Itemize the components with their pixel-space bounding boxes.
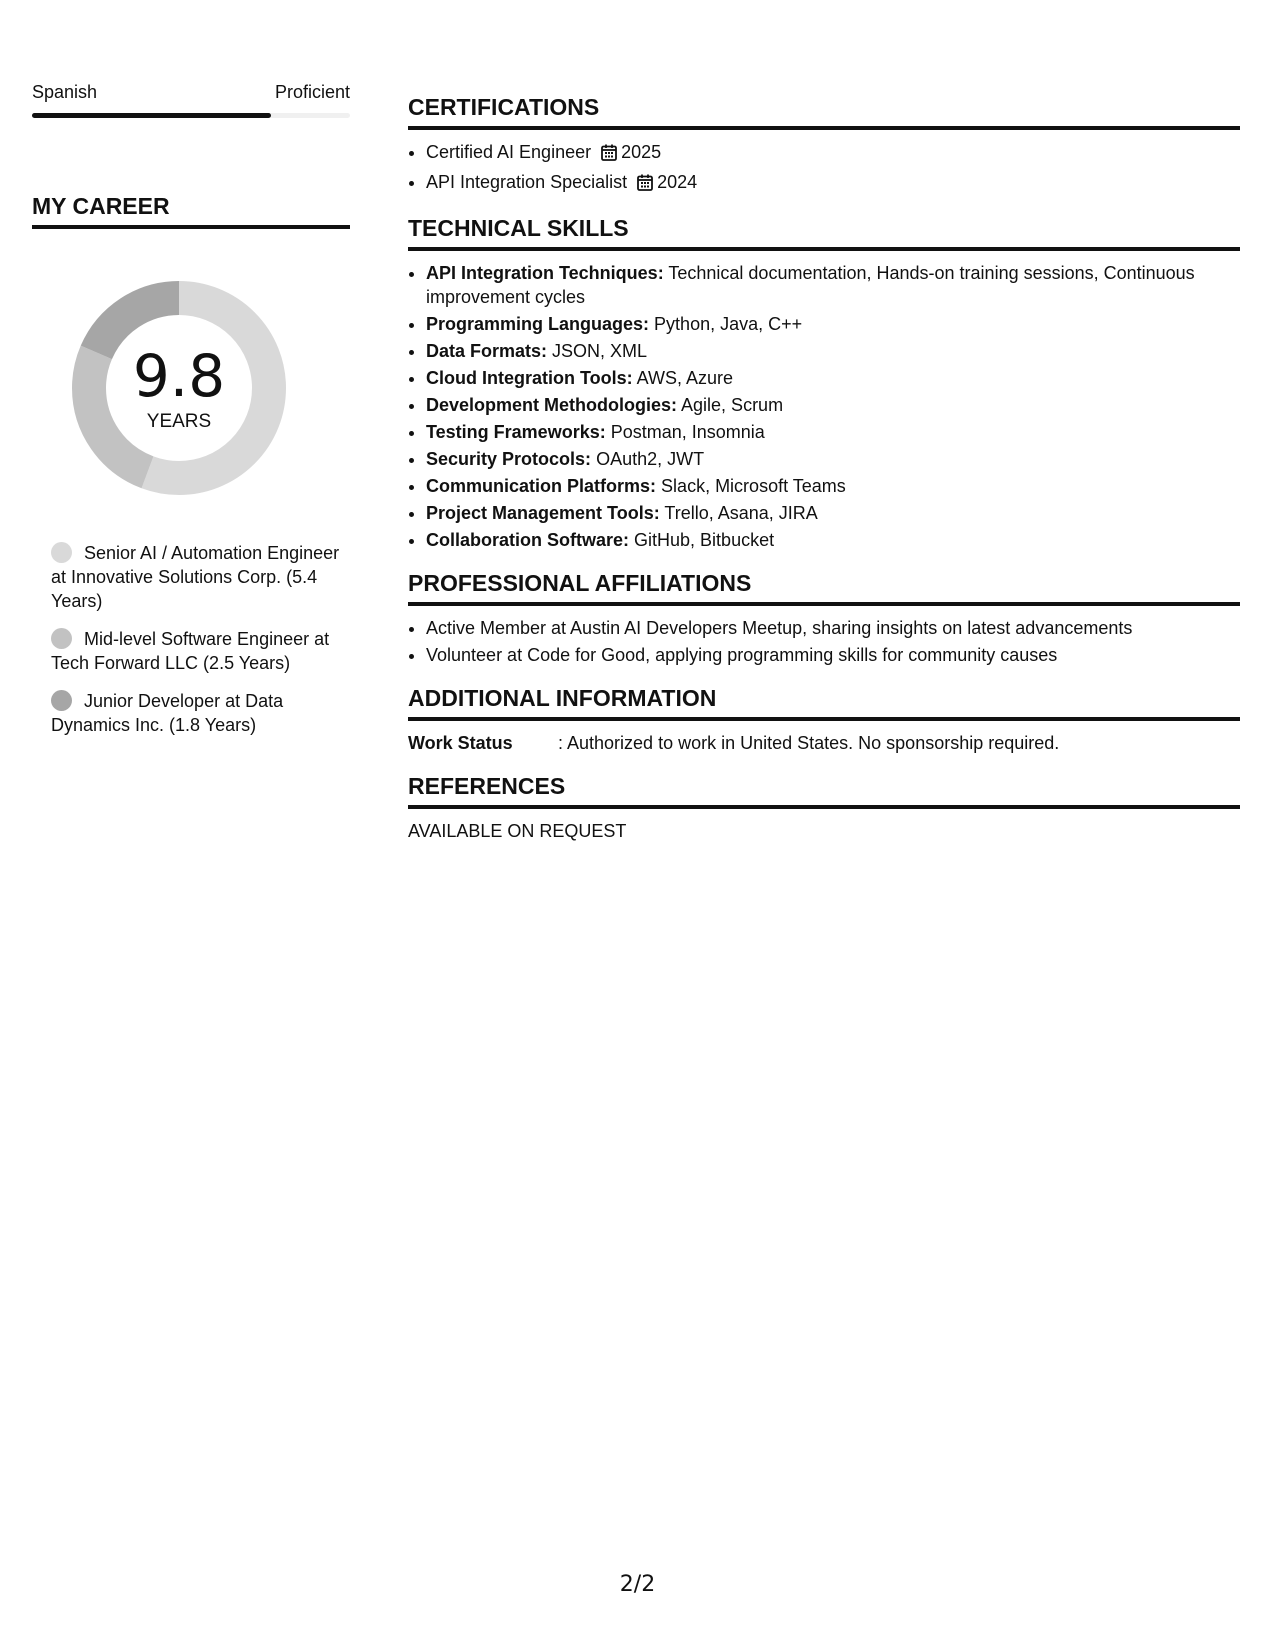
career-legend [32, 541, 350, 737]
career-role-text: Junior Developer at Data Dynamics Inc. (1.8 Years) [51, 691, 284, 735]
skill-item [426, 447, 1240, 471]
page-number: 2/2 [619, 1572, 656, 1597]
skill-item [426, 261, 1240, 309]
career-donut-chart [64, 273, 294, 503]
left-column [32, 80, 350, 751]
technical-skills-section [408, 215, 1240, 552]
skill-value: AWS, Azure [636, 368, 734, 388]
skill-value: OAuth2, JWT [596, 449, 705, 469]
certifications-section [408, 94, 1240, 197]
skill-value: Python, Java, C++ [654, 314, 803, 334]
career-heading: MY CAREER [32, 193, 350, 229]
affiliations-list [408, 616, 1240, 667]
skill-label: Project Management Tools: [426, 503, 660, 523]
skill-value: Technical documentation, Hands-on training sessions, Continuous improvement cycles [426, 263, 1195, 307]
skill-item [426, 420, 1240, 444]
skill-label: Programming Languages: [426, 314, 650, 334]
affiliation-item: • Volunteer at Code for Good, applying programming skills for community causes [426, 643, 1240, 667]
skill-label: Development Methodologies: [426, 395, 678, 415]
certification-item [426, 140, 1240, 167]
skill-item [426, 366, 1240, 390]
career-role-item [51, 689, 350, 737]
skill-value: Slack, Microsoft Teams [661, 476, 846, 496]
career-role-text: Senior AI / Automation Engineer at Innovative Solutions Corp. (5.4 Years) [51, 543, 340, 611]
career-total-unit: YEARS [146, 411, 212, 432]
references-heading: REFERENCES [408, 773, 1240, 809]
certification-name: Certified AI Engineer [426, 142, 592, 162]
career-role-item [51, 627, 350, 675]
skill-item [426, 528, 1240, 552]
language-proficiency-bar [32, 113, 350, 118]
work-status-label: Work Status [408, 733, 513, 753]
certification-name: API Integration Specialist [426, 172, 628, 192]
legend-dot [51, 542, 72, 563]
skill-value: JSON, XML [552, 341, 648, 361]
legend-dot [51, 690, 72, 711]
technical-skills-heading: TECHNICAL SKILLS [408, 215, 1240, 251]
additional-info-section [408, 685, 1240, 755]
skill-value: GitHub, Bitbucket [634, 530, 775, 550]
skill-item [426, 474, 1240, 498]
skill-value: Agile, Scrum [681, 395, 784, 415]
skill-item [426, 312, 1240, 336]
skill-label: Security Protocols: [426, 449, 592, 469]
language-row [32, 80, 350, 104]
skill-label: Data Formats: [426, 341, 548, 361]
career-total-value: 9.8 [132, 342, 226, 410]
skill-label: Cloud Integration Tools: [426, 368, 633, 388]
skill-value: Trello, Asana, JIRA [664, 503, 818, 523]
affiliations-heading: PROFESSIONAL AFFILIATIONS [408, 570, 1240, 606]
right-column [408, 94, 1240, 861]
skill-label: Collaboration Software: [426, 530, 630, 550]
certification-year: 2024 [657, 172, 698, 192]
work-status-row [408, 731, 1240, 755]
career-role-item [51, 541, 350, 613]
skill-label: Testing Frameworks: [426, 422, 606, 442]
certification-year: 2025 [621, 142, 662, 162]
language-proficiency-fill [32, 113, 271, 118]
legend-dot [51, 628, 72, 649]
skill-label: Communication Platforms: [426, 476, 657, 496]
skill-item [426, 393, 1240, 417]
affiliation-item: • Active Member at Austin AI Developers Meetup, sharing insights on latest advancements [426, 616, 1240, 640]
references-section [408, 773, 1240, 843]
skill-label: API Integration Techniques: [426, 263, 664, 283]
calendar-icon [637, 173, 653, 197]
technical-skills-list [408, 261, 1240, 552]
language-level: Proficient [274, 82, 350, 102]
skill-item [426, 501, 1240, 525]
career-role-text: Mid-level Software Engineer at Tech Forward LLC (2.5 Years) [51, 629, 330, 673]
certification-item [426, 170, 1240, 197]
skill-value: Postman, Insomnia [610, 422, 765, 442]
certifications-list [408, 140, 1240, 197]
affiliations-section [408, 570, 1240, 667]
skill-item [426, 339, 1240, 363]
language-name: Spanish [32, 82, 98, 102]
references-text: AVAILABLE ON REQUEST [408, 821, 627, 841]
additional-info-heading: ADDITIONAL INFORMATION [408, 685, 1240, 721]
certifications-heading: CERTIFICATIONS [408, 94, 1240, 130]
work-status-value: : Authorized to work in United States. No sponsorship required. [558, 733, 1060, 753]
calendar-icon [601, 143, 617, 167]
